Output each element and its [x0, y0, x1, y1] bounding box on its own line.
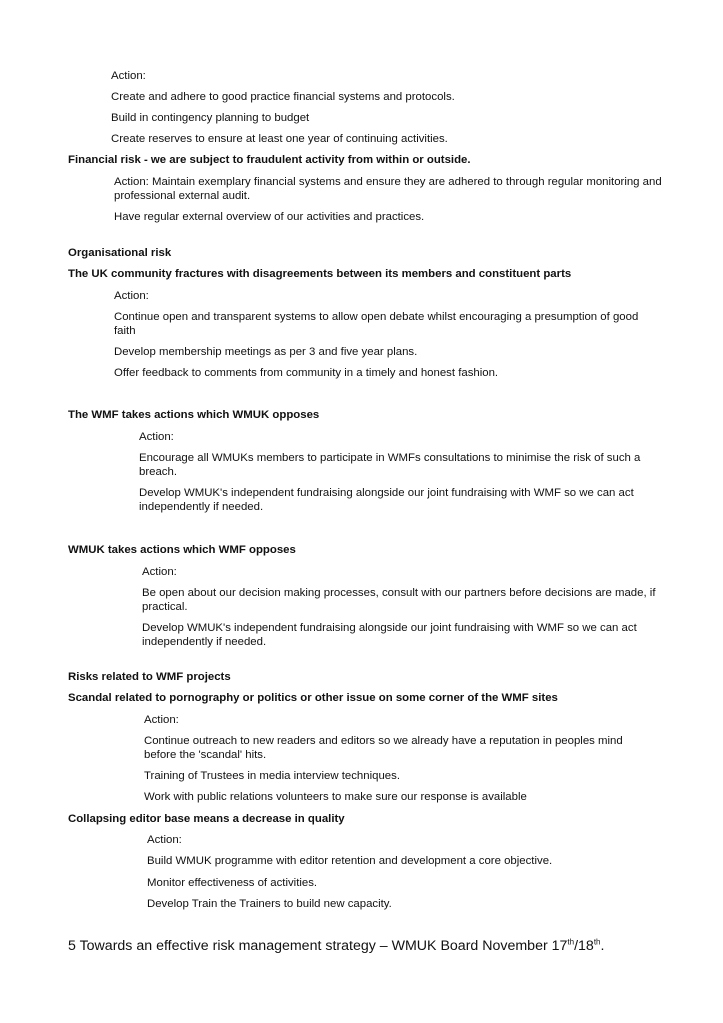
action-item: Continue outreach to new readers and editors so we already have a reputation in peoples mind before the 'scandal' hits. — [144, 735, 623, 761]
action-label: Action: — [142, 566, 177, 578]
action-item: Monitor effectiveness of activities. — [147, 877, 318, 889]
section-title-sep: /18 — [574, 938, 594, 954]
action-item: Develop WMUK's independent fundraising alongside our joint fundraising with WMF so we can act independently if needed. — [139, 487, 634, 513]
superscript: th — [567, 937, 575, 947]
action-item: Encourage all WMUKs members to participate in WMFs consultations to minimise the risk of such a breach. — [139, 452, 641, 478]
action-item: Have regular external overview of our activities and practices. — [114, 211, 425, 223]
action-label: Action: — [114, 290, 149, 302]
action-item: Develop Train the Trainers to build new capacity. — [147, 898, 392, 910]
superscript: th — [593, 937, 601, 947]
risk-heading: Collapsing editor base means a decrease in quality — [68, 813, 345, 825]
action-label: Action: — [111, 70, 146, 82]
action-item: Action: Maintain exemplary financial systems and ensure they are adhered to through regular monitoring and professional external audit. — [114, 176, 662, 202]
action-item: Training of Trustees in media interview techniques. — [144, 770, 400, 782]
action-item: Develop membership meetings as per 3 and five year plans. — [114, 346, 418, 358]
action-item: Develop WMUK's independent fundraising alongside our joint fundraising with WMF so we can act independently if needed. — [142, 622, 637, 648]
action-item: Offer feedback to comments from community in a timely and honest fashion. — [114, 367, 499, 379]
action-item: Build WMUK programme with editor retention and development a core objective. — [147, 855, 553, 867]
action-label: Action: — [139, 431, 174, 443]
section-heading: Risks related to WMF projects — [68, 671, 231, 683]
section-title-end: . — [600, 938, 605, 954]
action-item: Continue open and transparent systems to allow open debate whilst encouraging a presumption of good faith — [114, 311, 639, 337]
action-item: Build in contingency planning to budget — [111, 112, 310, 124]
risk-heading: The UK community fractures with disagreements between its members and constituent parts — [68, 268, 572, 280]
section-title — [68, 937, 604, 955]
risk-heading: WMUK takes actions which WMF opposes — [68, 544, 296, 556]
action-item: Create and adhere to good practice financial systems and protocols. — [111, 91, 455, 103]
risk-heading: The WMF takes actions which WMUK opposes — [68, 409, 320, 421]
action-item: Create reserves to ensure at least one year of continuing activities. — [111, 133, 448, 145]
action-item: Work with public relations volunteers to make sure our response is available — [144, 791, 527, 803]
action-label: Action: — [144, 714, 179, 726]
risk-heading: Scandal related to pornography or politics or other issue on some corner of the WMF sites — [68, 692, 558, 704]
risk-heading: Financial risk - we are subject to fraudulent activity from within or outside. — [68, 154, 471, 166]
section-title-text: 5 Towards an effective risk management strategy – WMUK Board November 17 — [68, 938, 568, 954]
section-heading: Organisational risk — [68, 247, 172, 259]
action-item: Be open about our decision making processes, consult with our partners before decisions are made, if practical. — [142, 587, 656, 613]
action-label: Action: — [147, 834, 182, 846]
